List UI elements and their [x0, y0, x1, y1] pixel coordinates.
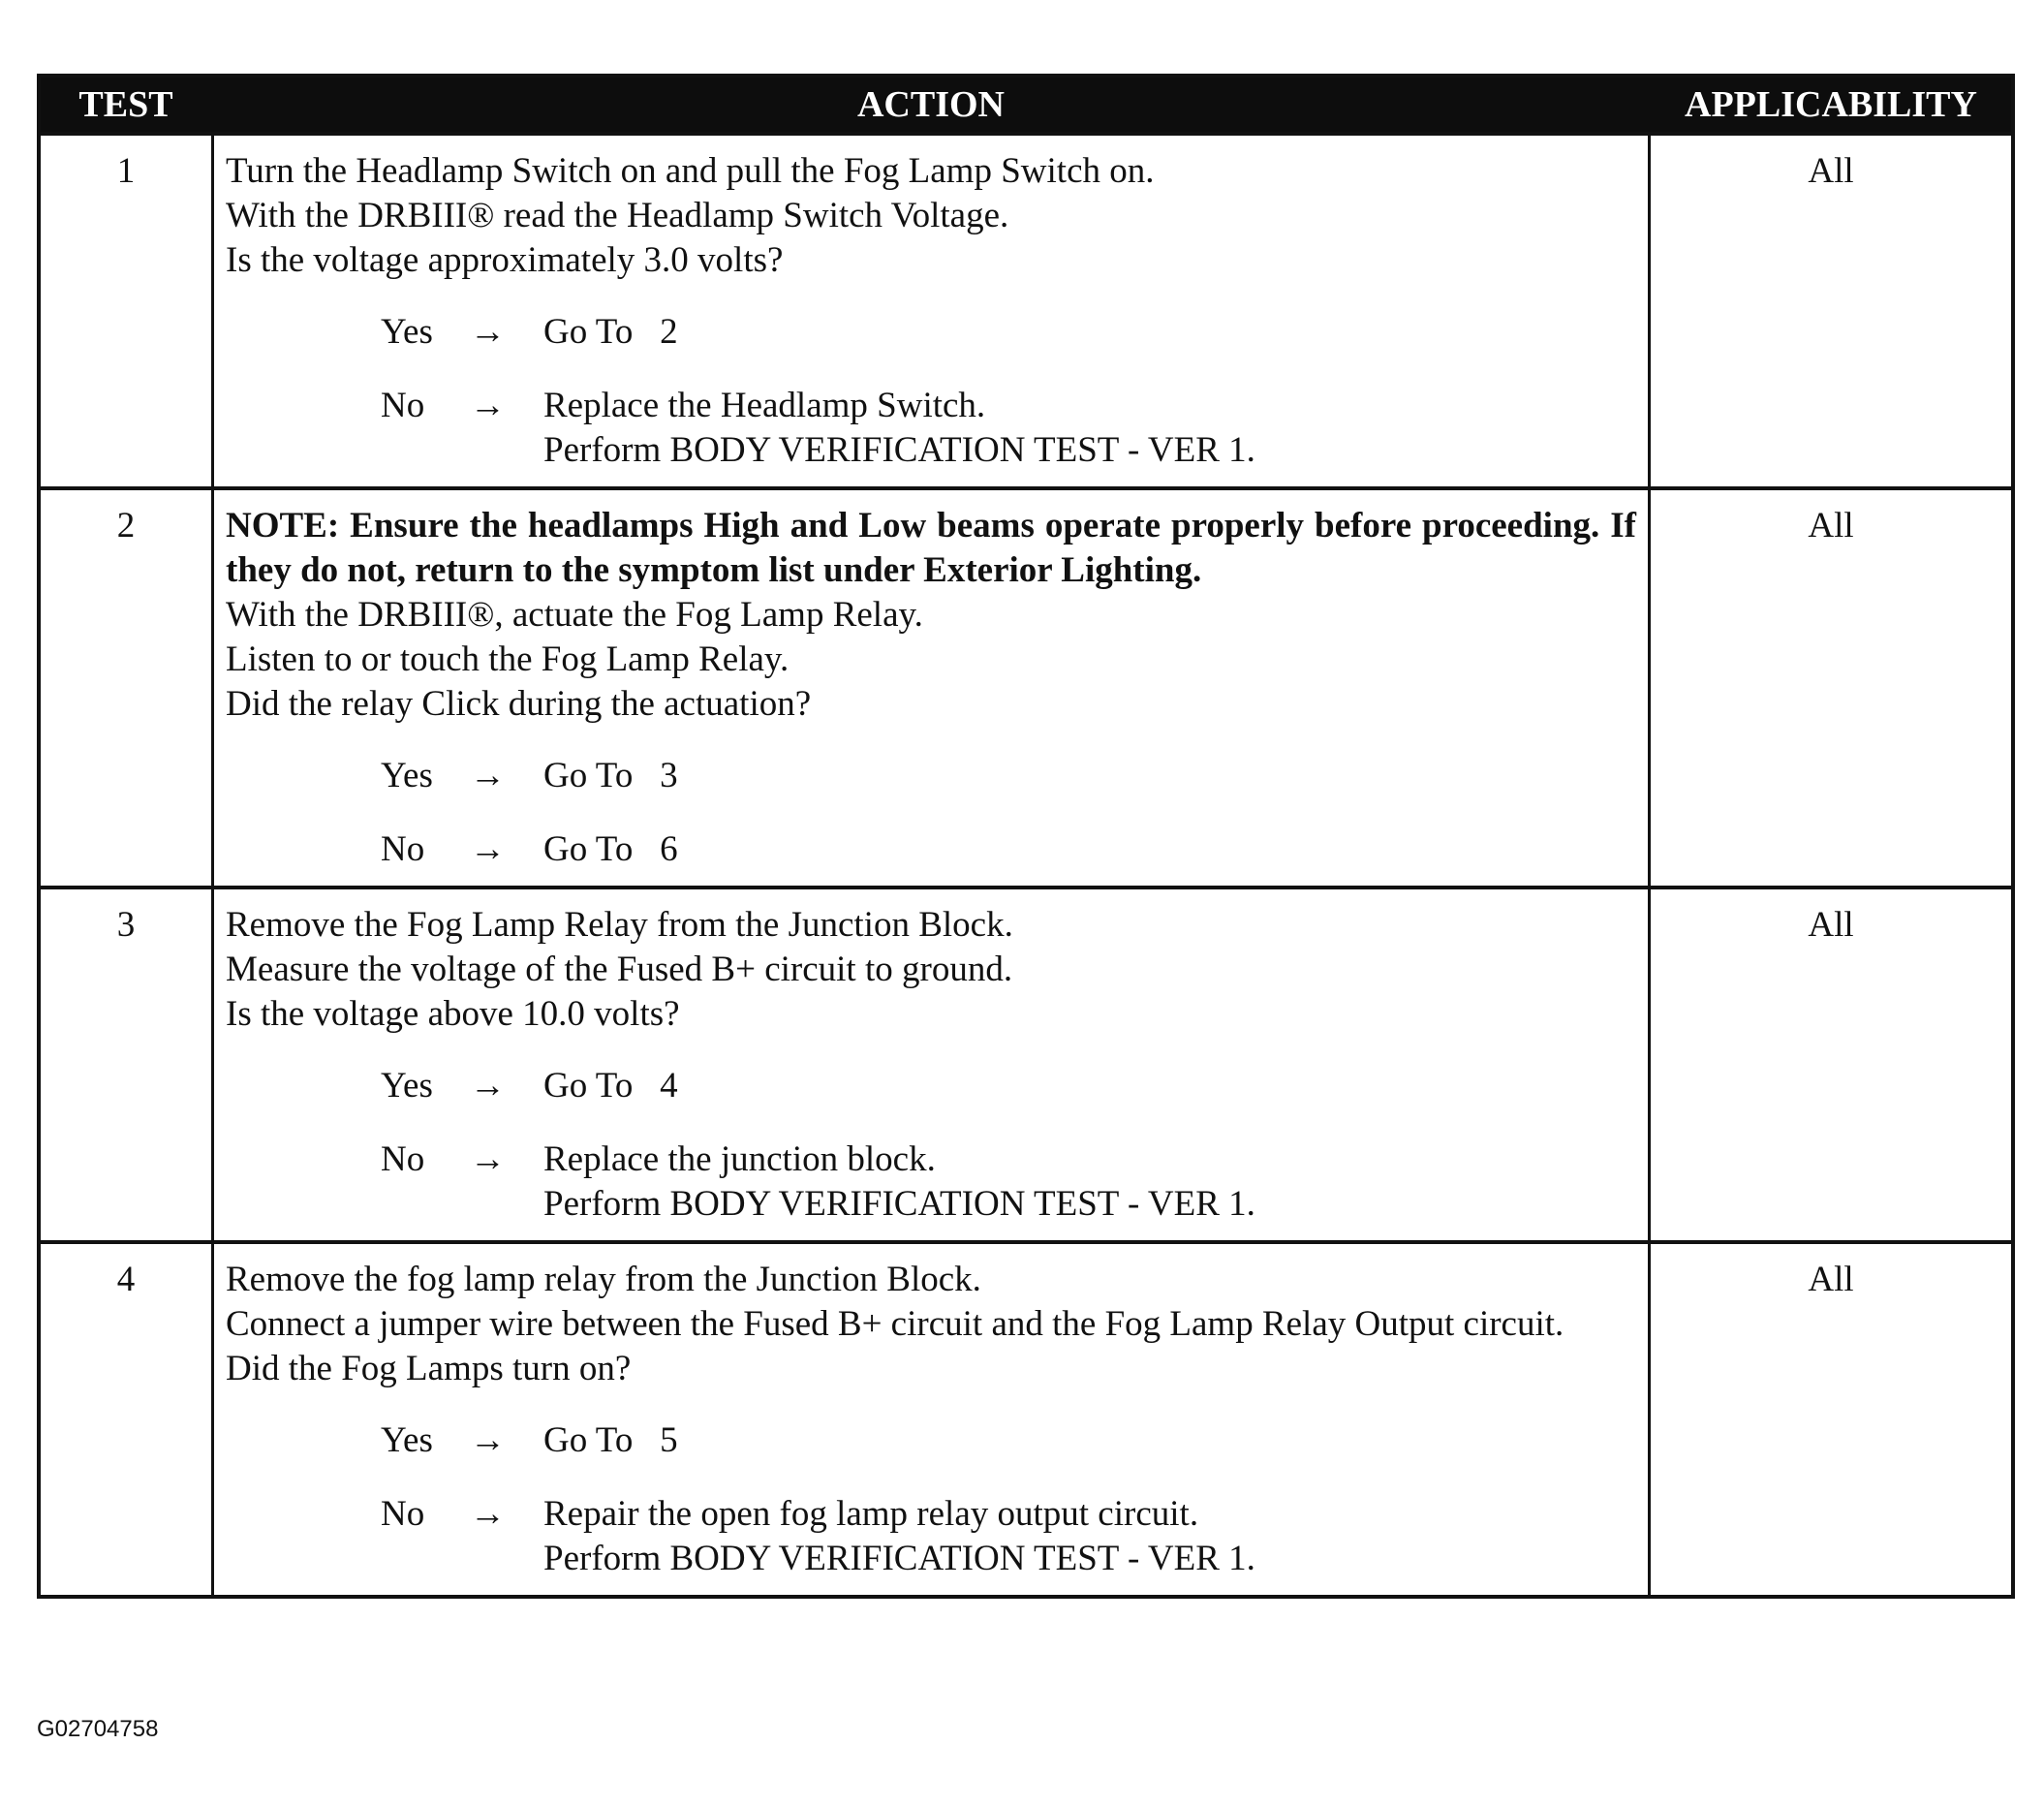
no-text-line: Go To 6 [543, 829, 678, 869]
header-applicability: APPLICABILITY [1685, 84, 1977, 125]
arrow-icon: → [470, 756, 506, 795]
arrow-icon: → [470, 1139, 506, 1179]
no-label: No [381, 386, 425, 425]
yes-answer [226, 310, 1636, 355]
test-number: 3 [116, 905, 136, 945]
no-answer [226, 1492, 1636, 1581]
arrow-icon: → [470, 1494, 506, 1534]
arrow-icon: → [470, 829, 506, 869]
answer-block [226, 310, 1636, 473]
diagnostic-table [37, 74, 2015, 1599]
yes-text: Go To 4 [543, 1066, 678, 1106]
no-text-line: Perform BODY VERIFICATION TEST - VER 1. [543, 1539, 1255, 1578]
action-cell [211, 490, 1651, 886]
action-line: Is the voltage above 10.0 volts? [226, 994, 680, 1034]
action-line: Connect a jumper wire between the Fused B+ circuit and the Fog Lamp Relay Output circuit. [226, 1304, 1564, 1344]
applicability-cell: All [1808, 905, 1854, 945]
no-text [543, 384, 1636, 473]
action-line: Listen to or touch the Fog Lamp Relay. [226, 639, 790, 679]
arrow-icon: → [470, 386, 506, 425]
no-text [543, 1492, 1636, 1581]
action-line: Turn the Headlamp Switch on and pull the Fog Lamp Switch on. [226, 151, 1155, 191]
no-answer [226, 827, 1636, 872]
applicability-cell: All [1808, 506, 1854, 545]
arrow-icon: → [470, 312, 506, 352]
no-text [543, 1137, 1636, 1227]
action-line: With the DRBIII® read the Headlamp Switch Voltage. [226, 196, 1009, 235]
no-label: No [381, 1494, 425, 1534]
note-text: NOTE: Ensure the headlamps High and Low beams operate properly before proceeding. If they do not, return to the symptom list under Exterior Lighting. [226, 506, 1636, 590]
arrow-icon: → [470, 1066, 506, 1106]
action-cell [211, 1244, 1651, 1595]
yes-label: Yes [381, 312, 433, 352]
no-label: No [381, 1139, 425, 1179]
no-text-line: Replace the Headlamp Switch. [543, 386, 986, 425]
action-line: Measure the voltage of the Fused B+ circuit to ground. [226, 950, 1013, 989]
table-row [41, 132, 2011, 486]
yes-text: Go To 5 [543, 1420, 678, 1460]
no-answer [226, 384, 1636, 473]
answer-block [226, 754, 1636, 872]
no-answer [226, 1137, 1636, 1227]
action-line: Remove the Fog Lamp Relay from the Junction Block. [226, 905, 1013, 945]
arrow-icon: → [470, 1420, 506, 1460]
yes-answer [226, 1418, 1636, 1463]
test-number: 1 [116, 151, 136, 191]
table-row [41, 886, 2011, 1240]
header-action: ACTION [856, 84, 1006, 125]
applicability-cell: All [1808, 1260, 1854, 1299]
yes-text: Go To 2 [543, 312, 678, 352]
table-row [41, 486, 2011, 886]
figure-code: G02704758 [37, 1716, 159, 1742]
test-number: 2 [116, 506, 136, 545]
answer-block [226, 1064, 1636, 1227]
yes-label: Yes [381, 1066, 433, 1106]
action-cell [211, 889, 1651, 1240]
yes-label: Yes [381, 756, 433, 795]
table-header [41, 78, 2011, 132]
action-line: Is the voltage approximately 3.0 volts? [226, 240, 784, 280]
answer-block [226, 1418, 1636, 1581]
action-line: With the DRBIII®, actuate the Fog Lamp Relay. [226, 595, 923, 635]
no-label: No [381, 829, 425, 869]
test-number: 4 [116, 1260, 136, 1299]
applicability-cell: All [1808, 151, 1854, 191]
action-line: Did the Fog Lamps turn on? [226, 1349, 632, 1388]
no-text-line: Perform BODY VERIFICATION TEST - VER 1. [543, 1184, 1255, 1224]
yes-answer [226, 1064, 1636, 1108]
header-test: TEST [78, 84, 173, 125]
yes-answer [226, 754, 1636, 798]
no-text-line: Replace the junction block. [543, 1139, 936, 1179]
yes-label: Yes [381, 1420, 433, 1460]
action-line: Remove the fog lamp relay from the Junction Block. [226, 1260, 981, 1299]
yes-text: Go To 3 [543, 756, 678, 795]
action-line: Did the relay Click during the actuation? [226, 684, 812, 724]
no-text-line: Repair the open fog lamp relay output circuit. [543, 1494, 1199, 1534]
action-cell [211, 136, 1651, 486]
no-text-line: Perform BODY VERIFICATION TEST - VER 1. [543, 430, 1255, 470]
no-text [543, 827, 1636, 872]
table-row [41, 1240, 2011, 1595]
